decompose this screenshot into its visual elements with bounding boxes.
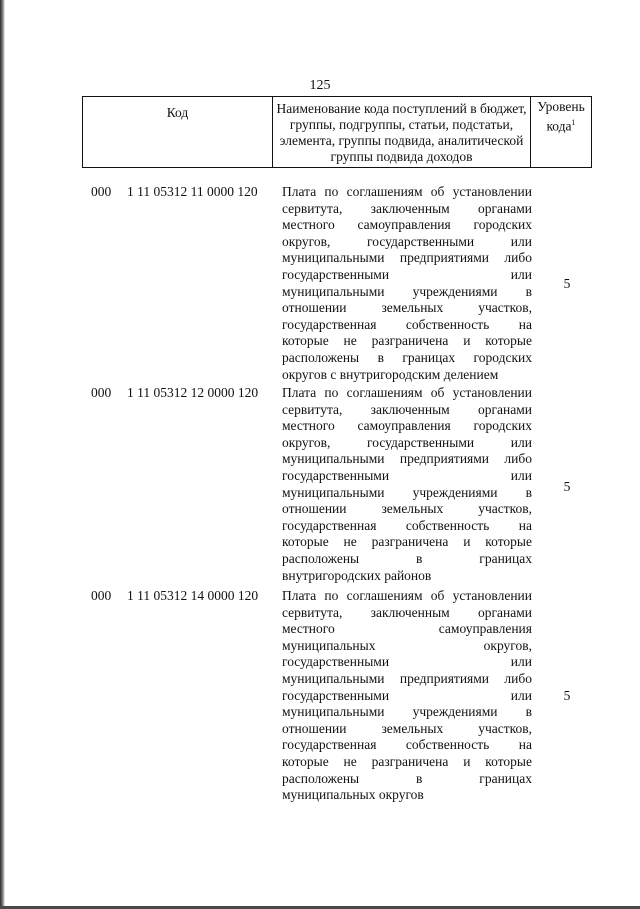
desc-line: которые не разграничена и которые <box>282 333 532 349</box>
desc-line: государственными или <box>282 467 532 483</box>
desc-line: муниципальными предприятиями либо <box>282 670 532 686</box>
row-level: 5 <box>563 688 571 703</box>
desc-line: которые не разграничена и которые <box>282 753 532 769</box>
row-description <box>282 385 532 584</box>
desc-line: отношении земельных участков, <box>282 720 532 736</box>
desc-line: местного самоуправления городских <box>282 418 532 434</box>
desc-line: государственными или <box>282 687 532 703</box>
row-code: 1 11 05312 12 0000 120 <box>127 385 259 400</box>
row-description <box>282 184 532 383</box>
desc-line: государственная собственность на <box>282 517 532 533</box>
desc-line: муниципальными учреждениями в <box>282 484 532 500</box>
desc-line: местного самоуправления городских <box>282 217 532 233</box>
row-description <box>282 588 532 804</box>
row-level: 5 <box>563 479 571 494</box>
desc-line: государственная собственность на <box>282 737 532 753</box>
header-name-cell <box>273 97 531 168</box>
desc-line: сервитута, заключенным органами <box>282 200 532 216</box>
desc-line: сервитута, заключенным органами <box>282 401 532 417</box>
desc-line: округов с внутригородским делением <box>282 366 499 382</box>
header-code-cell <box>83 97 273 168</box>
desc-line: округов, государственными или <box>282 233 532 249</box>
desc-line: внутригородских районов <box>282 567 432 583</box>
desc-line: Плата по соглашениям об установлении <box>282 385 532 400</box>
header-code-label: Код <box>166 105 189 120</box>
desc-line: государственными или <box>282 266 532 282</box>
header-level-cell <box>531 97 592 168</box>
desc-line: местного самоуправления <box>282 621 532 637</box>
desc-line: округов, государственными или <box>282 434 532 450</box>
desc-line: расположены в границах <box>282 550 532 566</box>
desc-line: муниципальными предприятиями либо <box>282 250 532 266</box>
desc-line: расположены в границах городских <box>282 349 532 365</box>
desc-line: отношении земельных участков, <box>282 501 532 517</box>
desc-line: Плата по соглашениям об установлении <box>282 184 532 199</box>
desc-line: государственными или <box>282 654 532 670</box>
desc-line: государственная собственность на <box>282 316 532 332</box>
desc-line: которые не разграничена и которые <box>282 534 532 550</box>
desc-line: расположены в границах <box>282 770 532 786</box>
page-number: 125 <box>309 78 331 93</box>
header-name-label: Наименование кода поступлений в бюджет, группы, подгруппы, статьи, подстатьи, элемента, группы подвида, аналитической группы подвида доходов <box>276 101 527 164</box>
header-level-footnote: 1 <box>571 118 576 127</box>
row-code: 1 11 05312 14 0000 120 <box>127 588 259 603</box>
desc-line: отношении земельных участков, <box>282 300 532 316</box>
desc-line: муниципальными учреждениями в <box>282 704 532 720</box>
desc-line: муниципальными учреждениями в <box>282 283 532 299</box>
desc-line: Плата по соглашениям об установлении <box>282 588 532 603</box>
desc-line: сервитута, заключенным органами <box>282 604 532 620</box>
desc-line: муниципальных округов, <box>282 637 532 653</box>
desc-line: муниципальными предприятиями либо <box>282 451 532 467</box>
row-code-prefix: 000 <box>91 184 112 199</box>
row-code-prefix: 000 <box>91 385 112 400</box>
row-code-prefix: 000 <box>91 588 112 603</box>
row-level: 5 <box>563 276 571 291</box>
header-level-label: Уровень кода <box>537 99 585 134</box>
row-code: 1 11 05312 11 0000 120 <box>127 184 258 199</box>
scan-left-edge <box>0 0 5 909</box>
header-table <box>82 96 592 168</box>
desc-line: муниципальных округов <box>282 787 424 803</box>
